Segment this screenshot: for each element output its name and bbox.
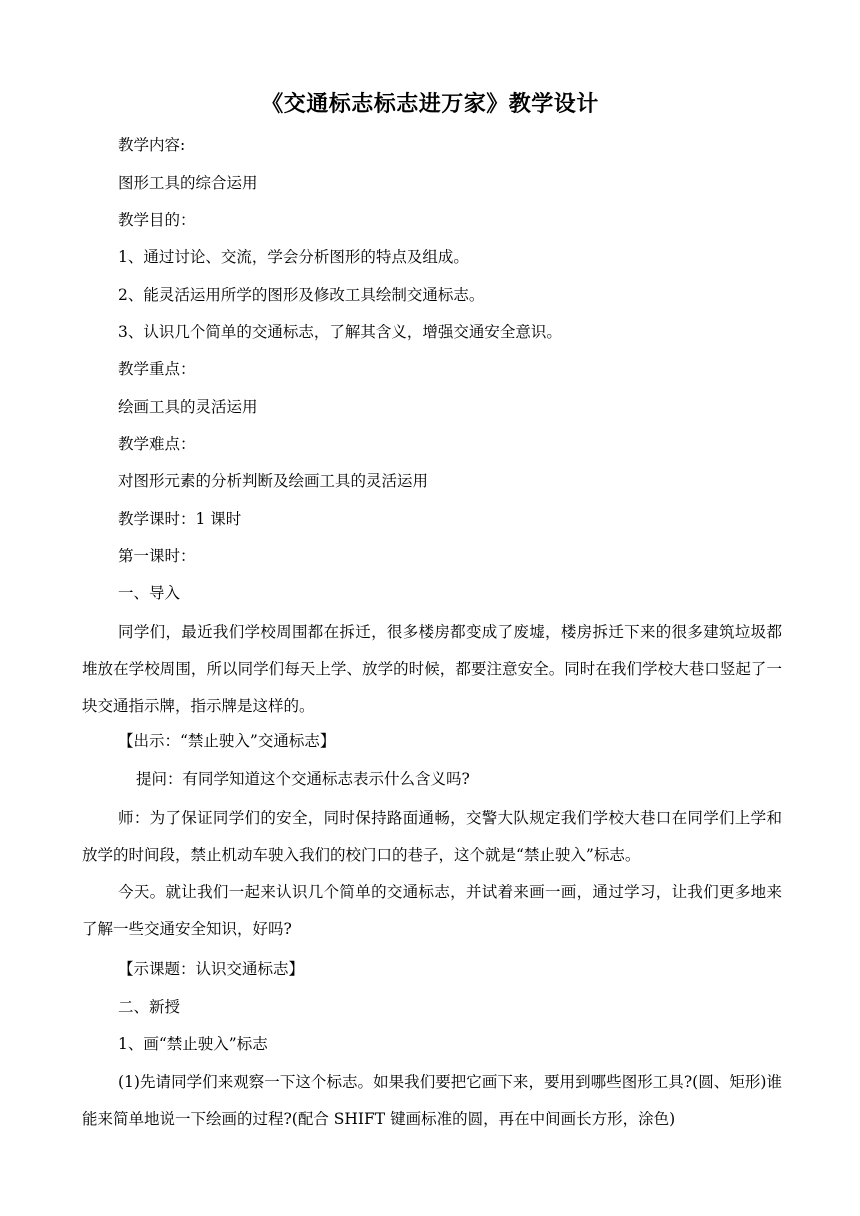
heading-key-points: 教学重点： xyxy=(118,360,196,378)
key-points-text: 绘画工具的灵活运用 xyxy=(118,398,258,416)
heading-content: 教学内容: xyxy=(118,136,186,154)
question-text: 提问：有同学知道这个交通标志表示什么含义吗? xyxy=(136,770,470,788)
intro-paragraph: 同学们，最近我们学校周围都在拆迁，很多楼房都变成了废墟，楼房拆迁下来的很多建筑垃圾都堆放在学校周围，所以同学们每天上学、放学的时候，都要注意安全。同时在我们学校大巷口竖起了一块交通指示牌，指示牌是这样的。 xyxy=(82,623,782,715)
section-new: 二、新授 xyxy=(118,998,181,1016)
section-intro: 一、导入 xyxy=(118,584,181,602)
today-paragraph: 今天。就让我们一起来认识几个简单的交通标志，并试着来画一画，通过学习，让我们更多地来了解一些交通安全知识，好吗? xyxy=(82,883,782,938)
objective-2: 2、能灵活运用所学的图形及修改工具绘制交通标志。 xyxy=(118,286,485,304)
heading-objectives: 教学目的： xyxy=(118,211,196,229)
show-sign-note: 【出示：“禁止驶入”交通标志】 xyxy=(118,732,336,750)
class-hours: 教学课时：1 课时 xyxy=(118,510,242,528)
first-lesson: 第一课时： xyxy=(118,547,196,565)
objective-3: 3、认识几个简单的交通标志，了解其含义，增强交通安全意识。 xyxy=(118,323,562,341)
document-title: 《交通标志标志进万家》教学设计 xyxy=(261,91,599,117)
content-text: 图形工具的综合运用 xyxy=(118,174,258,192)
objective-1: 1、通过讨论、交流，学会分析图形的特点及组成。 xyxy=(118,248,469,266)
teacher-paragraph: 师：为了保证同学们的安全，同时保持路面通畅，交警大队规定我们学校大巷口在同学们上学和放学的时间段，禁止机动车驶入我们的校门口的巷子，这个就是“禁止驶入”标志。 xyxy=(82,809,782,864)
observe-paragraph: (1)先请同学们来观察一下这个标志。如果我们要把它画下来，要用到哪些图形工具?(圆、矩形)谁能来简单地说一下绘画的过程?(配合 SHIFT 键画标准的圆，再在中间画长方形，涂色) xyxy=(82,1073,782,1128)
difficulties-text: 对图形元素的分析判断及绘画工具的灵活运用 xyxy=(118,472,429,490)
item-1-heading: 1、画“禁止驶入”标志 xyxy=(118,1035,268,1053)
heading-difficulties: 教学难点： xyxy=(118,435,196,453)
topic-note: 【示课题：认识交通标志】 xyxy=(118,960,305,978)
